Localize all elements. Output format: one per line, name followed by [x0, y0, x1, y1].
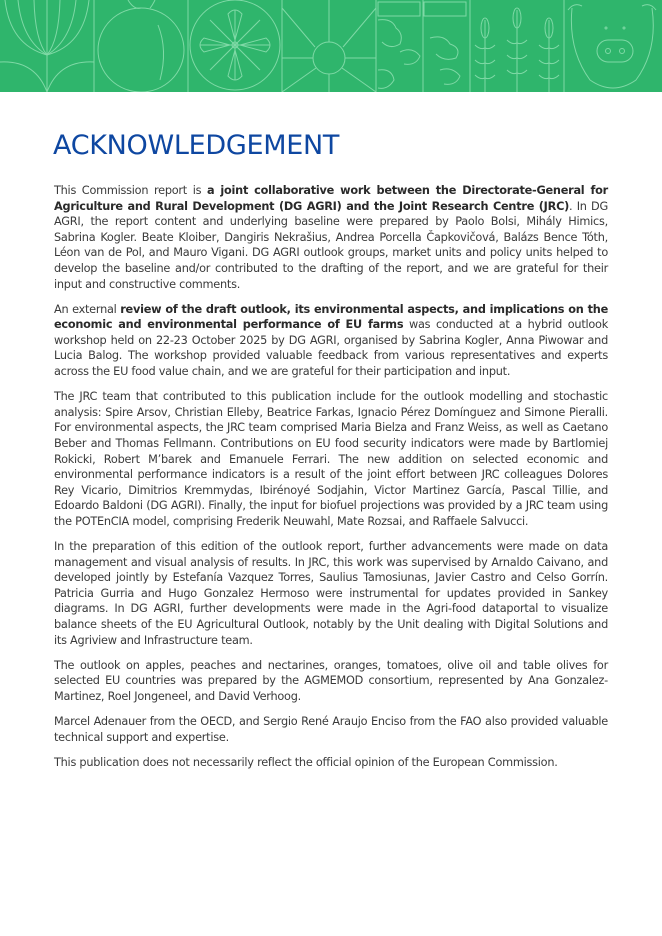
bold-segment: a joint collaborative work between the Directorate-General for Agriculture and Rural Development (DG AGRI) and the Joint Research Centre (JRC): [54, 184, 609, 213]
paragraph-jrc-team: [54, 389, 608, 529]
bold-segment: review of the draft outlook, its environmental aspects, and implications on the economic and environmental performance of EU farms: [54, 302, 608, 332]
decorative-banner: [0, 0, 662, 92]
paragraph-agmemod: [54, 658, 608, 705]
page-title: ACKNOWLEDGEMENT: [53, 130, 340, 161]
agri-pattern-icon: [0, 0, 662, 92]
paragraph-authors: [54, 183, 608, 292]
paragraph-review: [54, 302, 608, 380]
paragraph-data-management: [54, 539, 608, 648]
cheese-cow-icon: [378, 0, 466, 92]
text-segment: This Commission report is: [54, 184, 207, 197]
text-segment: An external: [54, 302, 121, 316]
text-segment: . In DG AGRI, the report content and underlying baseline were prepared by Paolo Bolsi, Mihály Himics, Sabrina Kogler. Beate Kloiber, Dangiris Nekrašius, Andrea Porcella Čapkovičová, Balázs Bence Tóth, Léon van de Pol, and Mauro Vigani. DG AGRI outlook groups, market units and policy units helped to develop the baseline and/or contributed to the drafting of the report, and we are grateful for their input and constructive comments.: [54, 199, 608, 291]
apple-icon: [98, 0, 184, 92]
leek-icon: [0, 0, 94, 92]
text-segment: The outlook on apples, peaches and nectarines, oranges, tomatoes, olive oil and table olives for selected EU countries was prepared by the AGMEMOD consortium, represented by Ana Gonzalez-Martinez, Roel Jongeneel, and David Verhoog.: [54, 658, 608, 703]
wheat-icon: [475, 8, 559, 92]
text-segment: In the preparation of this edition of the outlook report, further advancements were made on data management and visual analysis of results. In JRC, this work was supervised by Arnaldo Caivano, and developed jointly by Estefanía Vazquez Torres, Saulius Tamosiunas, Javier Castro and Celso Gorrín. Patricia Gurria and Hugo Gonzalez Hermoso were instrumental for updates provided in Sankey diagrams. In DG AGRI, further developments were made in the Agri-food dataportal to visualize balance sheets of the EU Agricultural Outlook, notably by the Unit dealing with Digital Solutions and its Agriview and Infrastructure team.: [54, 539, 608, 647]
citrus-icon: [190, 0, 280, 90]
sun-icon: [282, 0, 376, 92]
text-segment: This publication does not necessarily reflect the official opinion of the European Commission.: [54, 755, 558, 769]
paragraph-disclaimer: [54, 755, 608, 771]
text-segment: Marcel Adenauer from the OECD, and Sergio René Araujo Enciso from the FAO also provided valuable technical support and expertise.: [54, 714, 608, 744]
pig-icon: [568, 5, 656, 88]
acknowledgement-body: [54, 183, 608, 780]
paragraph-oecd-fao: [54, 714, 608, 745]
text-segment: was conducted at a hybrid outlook workshop held on 22-23 October 2025 by DG AGRI, organised by Sabrina Kogler, Anna Piwowar and Lucia Balog. The workshop provided valuable feedback from various representatives and experts across the EU food value chain, and we are grateful for their participation and input.: [54, 318, 608, 379]
text-segment: The JRC team that contributed to this publication include for the outlook modelling and stochastic analysis: Spire Arsov, Christian Elleby, Beatrice Farkas, Ignacio Pérez Domínguez and Simone Pieralli. For environmental aspects, the JRC team comprised Maria Bielza and Franz Weiss, as well as Caetano Beber and Thomas Fellmann. Contributions on EU food security indicators were made by Bartlomiej Rokicki, Robert M’barek and Emanuele Ferrari. The new addition on selected economic and environmental performance indicators is a result of the joint effort between JRC colleagues Dolores Rey Vicario, Dimitrios Kremmydas, Ibirénoyé Sodjahin, Victor Martinez García, Pascal Tillie, and Edoardo Baldoni (DG AGRI). Finally, the input for biofuel projections was provided by a JRC team using the POTEnCIA model, comprising Frederik Neuwahl, Mate Rozsai, and Raffaele Salvucci.: [54, 390, 608, 528]
